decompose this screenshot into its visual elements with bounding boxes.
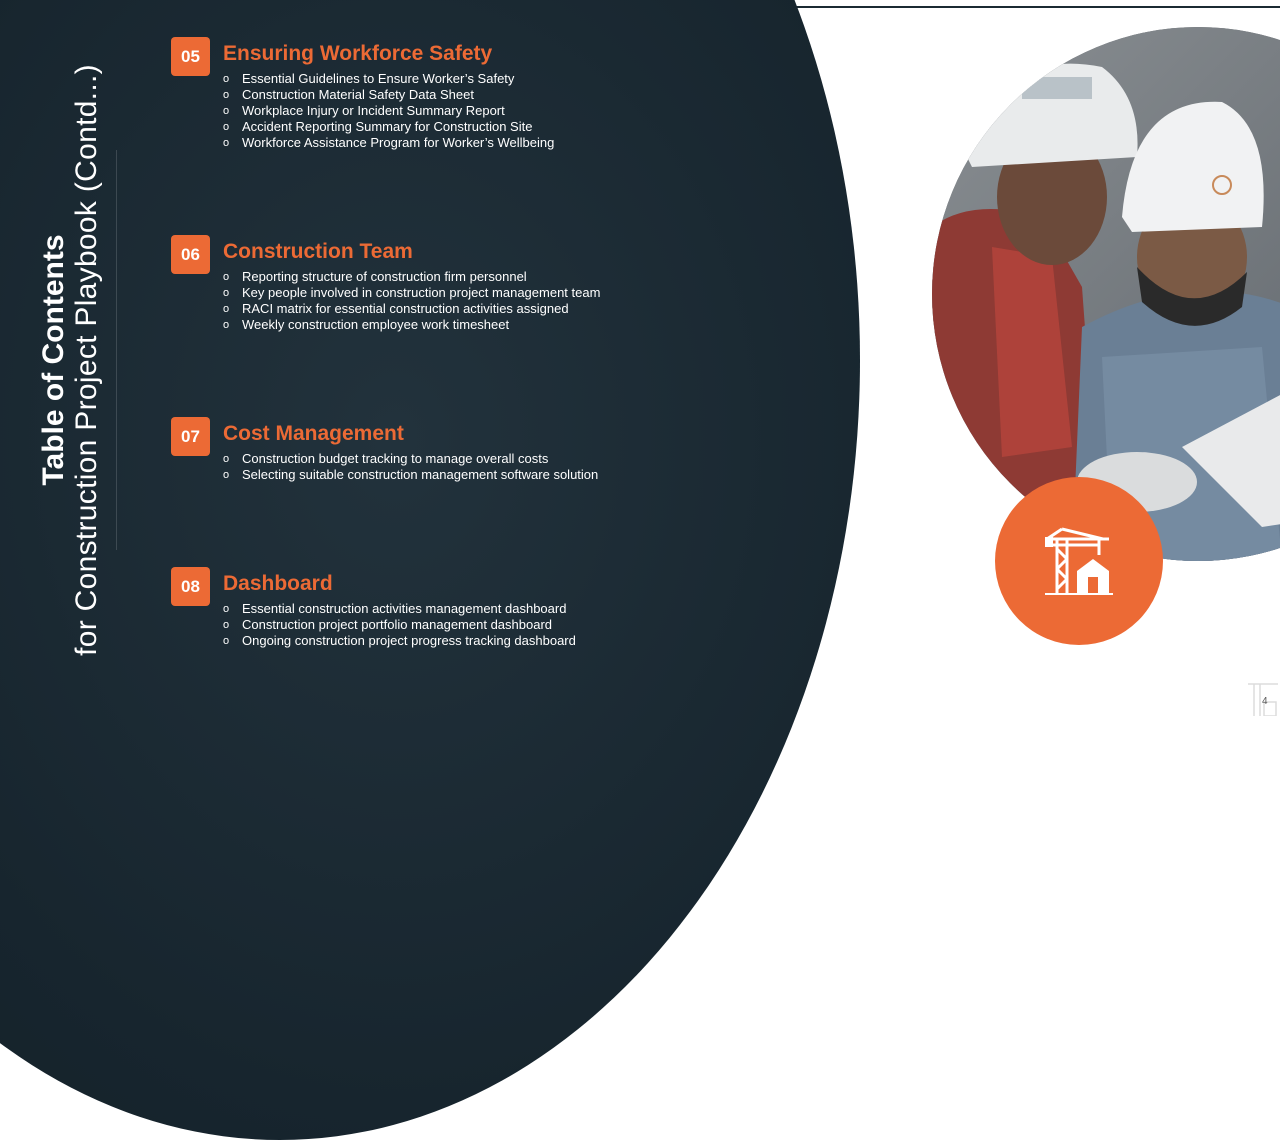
- bullet: o: [223, 73, 230, 85]
- section-title: Cost Management: [223, 422, 404, 445]
- section-title: Dashboard: [223, 572, 333, 595]
- title-bold: Table of Contents: [37, 234, 70, 486]
- bullet: o: [223, 469, 230, 481]
- bullet: o: [223, 303, 230, 315]
- list-item: o Essential construction activities management dashboard: [223, 601, 567, 616]
- bullet: o: [223, 635, 230, 647]
- page-number: 4: [1262, 696, 1268, 707]
- list-item: o RACI matrix for essential construction activities assigned: [223, 301, 569, 316]
- section-number-badge: 07: [171, 417, 210, 456]
- list-item: o Selecting suitable construction management software solution: [223, 467, 599, 482]
- list-item: o Weekly construction employee work timesheet: [223, 317, 510, 332]
- crane-house-icon: [1043, 525, 1115, 597]
- bullet: o: [223, 287, 230, 299]
- list-item: o Ongoing construction project progress tracking dashboard: [223, 633, 576, 648]
- section-title: Ensuring Workforce Safety: [223, 42, 493, 65]
- vertical-title: [20, 20, 120, 700]
- section-number-badge: 05: [171, 37, 210, 76]
- list-item: o Workplace Injury or Incident Summary Report: [223, 103, 505, 118]
- bullet: o: [223, 89, 230, 101]
- list-item: o Construction budget tracking to manage overall costs: [223, 451, 549, 466]
- section-title: Construction Team: [223, 240, 413, 263]
- bullet: o: [223, 619, 230, 631]
- section-items: [223, 601, 576, 649]
- list-item: o Construction project portfolio management dashboard: [223, 617, 553, 632]
- list-item: o Key people involved in construction project management team: [223, 285, 601, 300]
- section-number-badge: 08: [171, 567, 210, 606]
- bullet: o: [223, 319, 230, 331]
- section-number-badge: 06: [171, 235, 210, 274]
- list-item: o Reporting structure of construction firm personnel: [223, 269, 527, 284]
- bullet: o: [223, 105, 230, 117]
- bullet: o: [223, 121, 230, 133]
- bullet: o: [223, 137, 230, 149]
- section-items: [223, 269, 600, 333]
- list-item: o Essential Guidelines to Ensure Worker’s Safety: [223, 71, 515, 86]
- list-item: o Accident Reporting Summary for Construction Site: [223, 119, 533, 134]
- list-item: o Construction Material Safety Data Sheet: [223, 87, 474, 102]
- section-items: [223, 71, 554, 151]
- title-subtitle: for Construction Project Playbook (Contd...): [70, 64, 103, 656]
- bullet: o: [223, 453, 230, 465]
- list-item: o Workforce Assistance Program for Worker’s Wellbeing: [223, 135, 555, 150]
- bullet: o: [223, 271, 230, 283]
- section-items: [223, 451, 598, 483]
- crane-feature-circle: [995, 477, 1163, 645]
- bullet: o: [223, 603, 230, 615]
- title-divider: [116, 150, 117, 550]
